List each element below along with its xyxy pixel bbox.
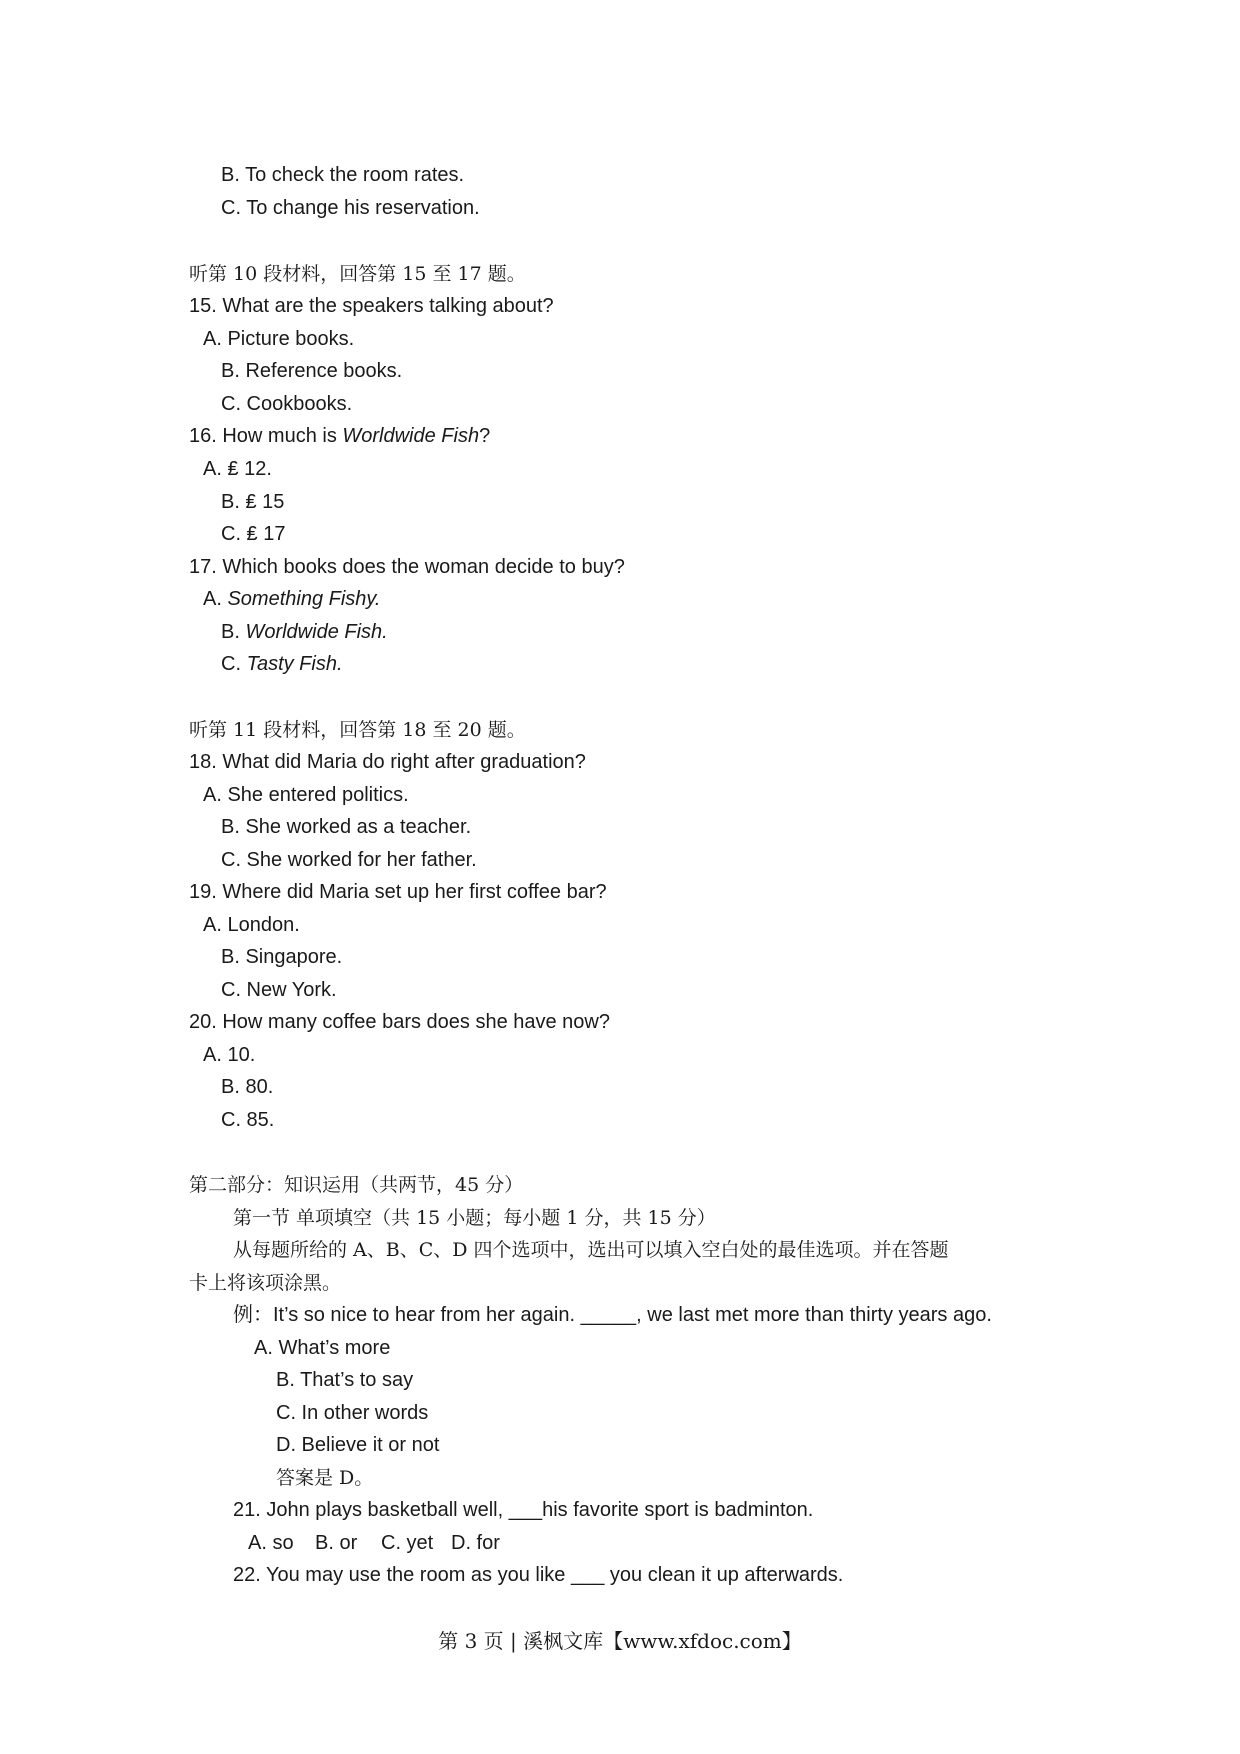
q20-option-c: C. 85. [221, 1109, 275, 1131]
q16-stem-post: ? [479, 425, 491, 447]
q17-option-b-title: Worldwide Fish. [245, 621, 388, 643]
q19-option-c: C. New York. [221, 979, 337, 1001]
q18-option-b: B. She worked as a teacher. [221, 816, 472, 838]
q17-option-a [203, 586, 380, 612]
part-2-section-1-title: 第一节 单项填空（共 15 小题；每小题 1 分，共 15 分） [233, 1207, 716, 1229]
instructions-line-1: 从每题所给的 A、B、C、D 四个选项中，选出可以填入空白处的最佳选项。并在答题 [233, 1239, 949, 1261]
q15-option-c: C. Cookbooks. [221, 393, 353, 415]
q16-stem [189, 423, 490, 449]
q20-stem: 20. How many coffee bars does she have now? [189, 1011, 610, 1033]
example-option-d: D. Believe it or not [276, 1434, 440, 1456]
part-2-title: 第二部分：知识运用（共两节，45 分） [189, 1174, 524, 1196]
section-10-header: 听第 10 段材料，回答第 15 至 17 题。 [189, 263, 526, 285]
q17-option-a-title: Something Fishy. [227, 588, 381, 610]
q19-option-a: A. London. [203, 914, 300, 936]
q16-option-a: A. ₤ 12. [203, 458, 272, 480]
q21-option-d: D. for [451, 1532, 500, 1554]
example-option-b: B. That’s to say [276, 1369, 414, 1391]
q17-option-a-letter: A. [203, 588, 228, 610]
q21-option-a: A. so [248, 1532, 294, 1554]
q20-option-a: A. 10. [203, 1044, 256, 1066]
q18-stem: 18. What did Maria do right after graduation? [189, 751, 586, 773]
section-11-header: 听第 11 段材料，回答第 18 至 20 题。 [189, 719, 526, 741]
q15-stem: 15. What are the speakers talking about? [189, 295, 554, 317]
q16-stem-title: Worldwide Fish [342, 425, 480, 447]
q14-option-b: B. To check the room rates. [221, 164, 465, 186]
q18-option-c: C. She worked for her father. [221, 849, 477, 871]
q15-option-b: B. Reference books. [221, 360, 403, 382]
q20-option-b: B. 80. [221, 1076, 274, 1098]
q21-option-c: C. yet [381, 1532, 434, 1554]
q17-option-c-letter: C. [221, 653, 247, 675]
example-option-a: A. What’s more [254, 1337, 391, 1359]
q18-option-a: A. She entered politics. [203, 784, 409, 806]
q17-option-b-letter: B. [221, 621, 246, 643]
example-option-c: C. In other words [276, 1402, 429, 1424]
q16-option-b: B. ₤ 15 [221, 491, 285, 513]
example-answer: 答案是 D。 [276, 1467, 374, 1489]
q17-option-c [221, 651, 343, 677]
q19-stem: 19. Where did Maria set up her first coffee bar? [189, 881, 607, 903]
q22-stem: 22. You may use the room as you like ___ you clean it up afterwards. [233, 1564, 844, 1586]
example-stem: 例：It’s so nice to hear from her again. _____, we last met more than thirty years ago. [233, 1304, 992, 1326]
q21-option-b: B. or [315, 1532, 358, 1554]
q17-option-b [221, 619, 388, 645]
q16-option-c: C. ₤ 17 [221, 523, 286, 545]
q17-stem: 17. Which books does the woman decide to buy? [189, 556, 625, 578]
q16-stem-pre: 16. How much is [189, 425, 343, 447]
q14-option-c: C. To change his reservation. [221, 197, 480, 219]
instructions-line-2: 卡上将该项涂黑。 [189, 1272, 342, 1294]
q15-option-a: A. Picture books. [203, 328, 355, 350]
page-footer: 第 3 页 | 溪枫文库【www.xfdoc.com】 [438, 1629, 802, 1653]
q21-stem: 21. John plays basketball well, ___his favorite sport is badminton. [233, 1499, 814, 1521]
q17-option-c-title: Tasty Fish. [246, 653, 343, 675]
q19-option-b: B. Singapore. [221, 946, 343, 968]
